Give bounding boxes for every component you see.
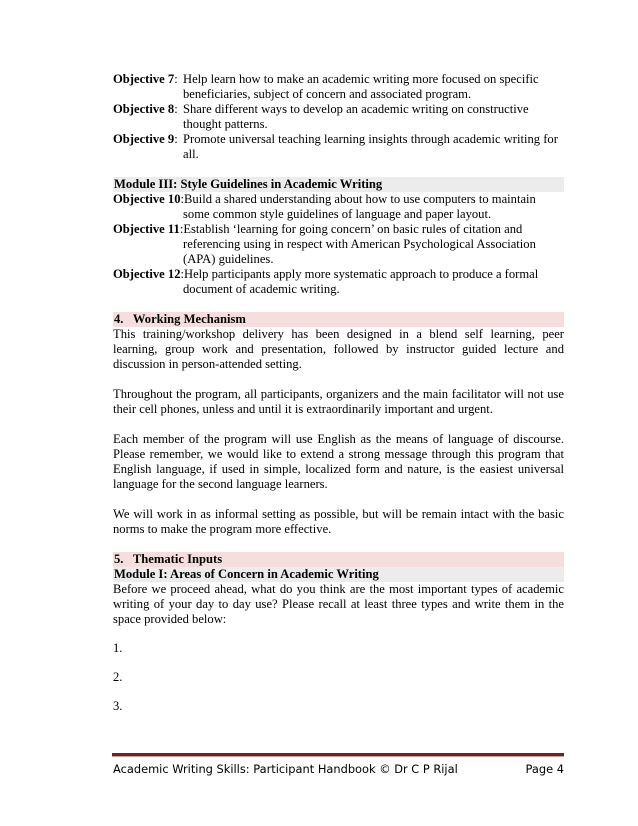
objective-label: Objective 12 bbox=[113, 267, 181, 281]
objective-label: Objective 11 bbox=[113, 222, 180, 236]
section-5-heading: 5. Thematic Inputs bbox=[113, 552, 564, 567]
objective-8-continuation: thought patterns. bbox=[183, 117, 268, 131]
objective-9-continuation: all. bbox=[183, 147, 199, 161]
objective-label: Objective 9 bbox=[113, 132, 175, 146]
paragraph: We will work in as informal setting as possible, but will be remain intact with the basic norms to make the program more effective. bbox=[113, 507, 564, 536]
paragraph: Before we proceed ahead, what do you think are the most important types of academic writing of your day to day use? Please recall at least three types and write them in the space provided below: bbox=[113, 582, 564, 626]
paragraph: Throughout the program, all participants, organizers and the main facilitator will not use their cell phones, unless and until it is extraordinarily important and urgent. bbox=[113, 387, 564, 416]
objective-8: Objective 8: Share different ways to develop an academic writing on constructive bbox=[113, 102, 564, 117]
objective-7-continuation: beneficiaries, subject of concern and associated program. bbox=[183, 87, 472, 101]
objective-7: Objective 7: Help learn how to make an academic writing more focused on specific bbox=[113, 72, 564, 87]
objective-text: Help learn how to make an academic writing more focused on specific bbox=[183, 72, 539, 86]
objective-12: Objective 12: Help participants apply more systematic approach to produce a formal bbox=[113, 267, 564, 282]
objective-10-continuation: some common style guidelines of language and paper layout. bbox=[183, 207, 492, 221]
objective-label: Objective 10 bbox=[113, 192, 181, 206]
objective-text: Help participants apply more systematic approach to produce a formal bbox=[184, 267, 539, 281]
list-item: 2. bbox=[113, 670, 123, 684]
objective-label: Objective 8 bbox=[113, 102, 175, 116]
module-1-heading: Module I: Areas of Concern in Academic Writing bbox=[113, 567, 564, 582]
list-item: 3. bbox=[113, 699, 123, 713]
objective-text: Build a shared understanding about how to use computers to maintain bbox=[184, 192, 536, 206]
section-4-heading: 4. Working Mechanism bbox=[113, 312, 564, 327]
paragraph: Each member of the program will use English as the means of language of discourse. Please remember, we would like to extend a strong message through this program that English language, if used in simple, localized form and nature, is the easiest universal language for the second language learners. bbox=[113, 432, 564, 491]
objective-text: Promote universal teaching learning insights through academic writing for bbox=[183, 132, 558, 146]
objective-11-continuation: referencing using in respect with American Psychological Association (APA) guidelines. bbox=[183, 237, 536, 266]
paragraph: This training/workshop delivery has been designed in a blend self learning, peer learning, group work and presentation, followed by instructor guided lecture and discussion in person-attended setting. bbox=[113, 327, 564, 371]
objective-12-continuation: document of academic writing. bbox=[183, 282, 340, 296]
objective-label: Objective 7 bbox=[113, 72, 175, 86]
objective-11: Objective 11: Establish ‘learning for going concern’ on basic rules of citation and bbox=[113, 222, 564, 237]
module-3-heading: Module III: Style Guidelines in Academic Writing bbox=[113, 177, 564, 192]
footer-divider-light bbox=[112, 756, 564, 757]
objective-9: Objective 9: Promote universal teaching learning insights through academic writing for bbox=[113, 132, 564, 147]
objective-text: Share different ways to develop an academic writing on constructive bbox=[183, 102, 529, 116]
list-item: 1. bbox=[113, 641, 123, 655]
page-content bbox=[113, 72, 564, 714]
page-footer bbox=[113, 762, 564, 776]
page-number: Page 4 bbox=[525, 762, 564, 776]
objective-10: Objective 10: Build a shared understanding about how to use computers to maintain bbox=[113, 192, 564, 207]
footer-title: Academic Writing Skills: Participant Handbook © Dr C P Rijal bbox=[113, 762, 458, 776]
objective-text: Establish ‘learning for going concern’ on basic rules of citation and bbox=[183, 222, 523, 236]
